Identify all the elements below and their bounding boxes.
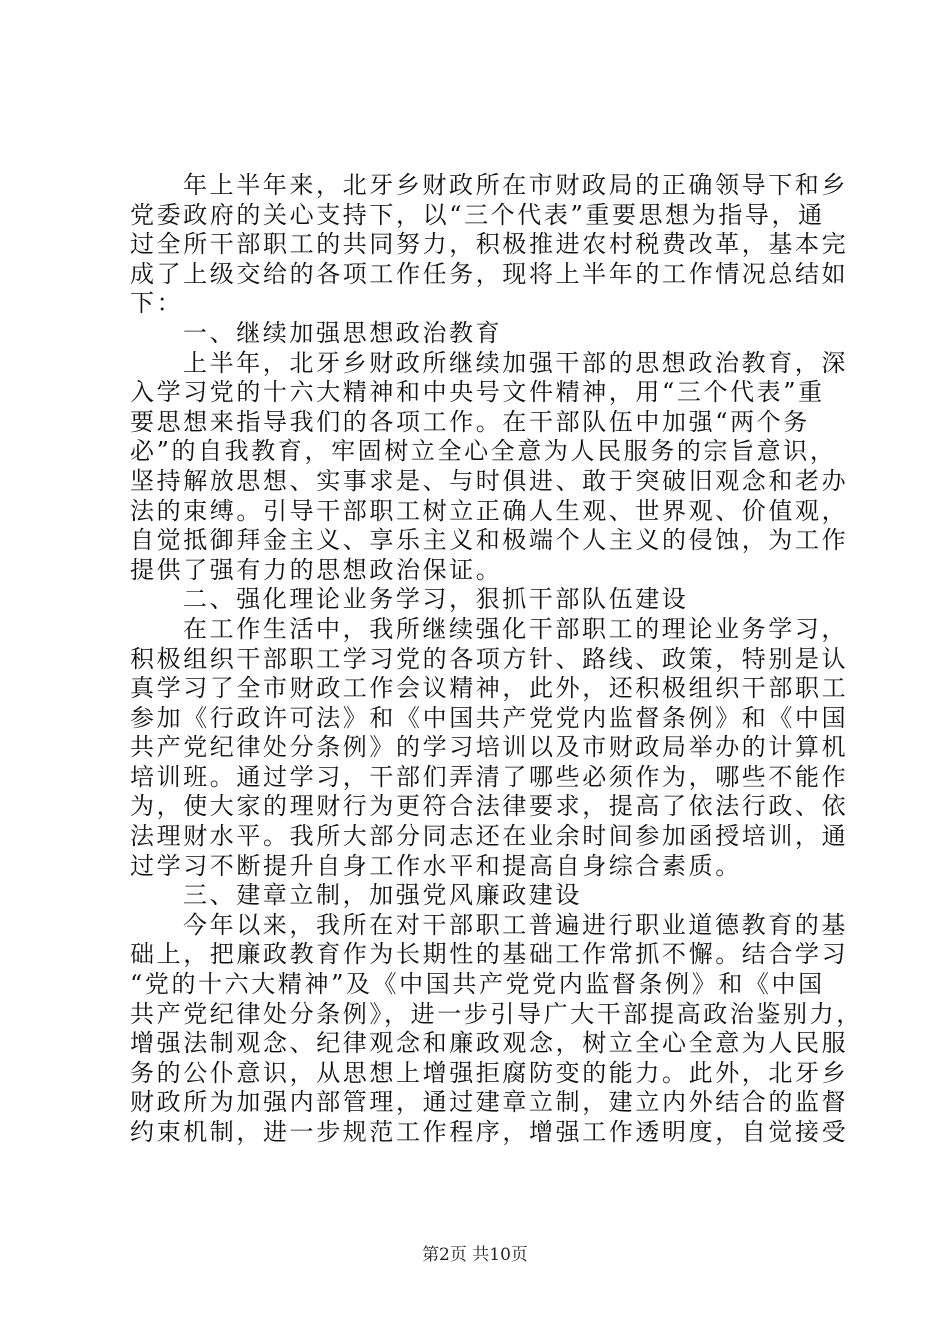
text-line: 增强法制观念、纪律观念和廉政观念，树立全心全意为人民服 [130, 1029, 849, 1058]
text-line: 为，使大家的理财行为更符合法律要求，提高了依法行政、依 [130, 792, 849, 821]
text-line: 一、继续加强思想政治教育 [183, 318, 503, 347]
text-line: 坚持解放思想、实事求是、与时俱进、敢于突破旧观念和老办 [130, 466, 849, 495]
text-line: 成了上级交给的各项工作任务，现将上半年的工作情况总结如 [130, 259, 849, 288]
text-line: 自觉抵御拜金主义、享乐主义和极端个人主义的侵蚀，为工作 [130, 526, 849, 555]
text-line: 三、建章立制，加强党风廉政建设 [183, 881, 582, 910]
text-line: 法的束缚。引导干部职工树立正确人生观、世界观、价值观， [130, 496, 849, 525]
page-footer: 第2页 共10页 [422, 1245, 528, 1265]
text-line: 提供了强有力的思想政治保证。 [130, 555, 503, 584]
text-line: “党的十六大精神”及《中国共产党党内监督条例》和《中国 [130, 970, 825, 999]
text-line: 今年以来，我所在对干部职工普遍进行职业道德教育的基 [183, 910, 848, 939]
text-line: 法理财水平。我所大部分同志还在业余时间参加函授培训，通 [130, 822, 849, 851]
document-body [130, 171, 870, 1148]
text-line: 础上，把廉政教育作为长期性的基础工作常抓不懈。结合学习 [130, 940, 849, 969]
text-line: 过全所干部职工的共同努力，积极推进农村税费改革，基本完 [130, 230, 849, 259]
text-line: 积极组织干部职工学习党的各项方针、路线、政策，特别是认 [130, 644, 849, 673]
text-line: 二、强化理论业务学习，狠抓干部队伍建设 [183, 585, 689, 614]
text-line: 约束机制，进一步规范工作程序，增强工作透明度，自觉接受 [130, 1118, 849, 1146]
text-line: 参加《行政许可法》和《中国共产党党内监督条例》和《中国 [130, 703, 849, 732]
text-line: 下： [130, 289, 184, 318]
text-line: 务的公仆意识，从思想上增强拒腐防变的能力。此外，北牙乡 [130, 1058, 849, 1087]
text-line: 党委政府的关心支持下，以“三个代表”重要思想为指导，通 [130, 200, 825, 229]
text-line: 财政所为加强内部管理，通过建章立制，建立内外结合的监督 [130, 1088, 849, 1117]
text-line: 培训班。通过学习，干部们弄清了哪些必须作为，哪些不能作 [130, 762, 849, 791]
text-line: 上半年，北牙乡财政所继续加强干部的思想政治教育，深 [183, 348, 848, 377]
text-line: 在工作生活中，我所继续强化干部职工的理论业务学习， [183, 614, 848, 643]
text-line: 要思想来指导我们的各项工作。在干部队伍中加强“两个务 [130, 407, 810, 436]
text-line: 真学习了全市财政工作会议精神，此外，还积极组织干部职工 [130, 674, 849, 703]
text-line: 入学习党的十六大精神和中央号文件精神，用“三个代表”重 [130, 378, 825, 407]
text-line: 必”的自我教育，牢固树立全心全意为人民服务的宗旨意识， [130, 437, 837, 466]
text-line: 共产党纪律处分条例》的学习培训以及市财政局举办的计算机 [130, 733, 849, 762]
text-line: 年上半年来，北牙乡财政所在市财政局的正确领导下和乡 [183, 171, 848, 199]
text-line: 共产党纪律处分条例》，进一步引导广大干部提高政治鉴别力， [130, 999, 863, 1028]
text-line: 过学习不断提升自身工作水平和提高自身综合素质。 [130, 851, 742, 880]
